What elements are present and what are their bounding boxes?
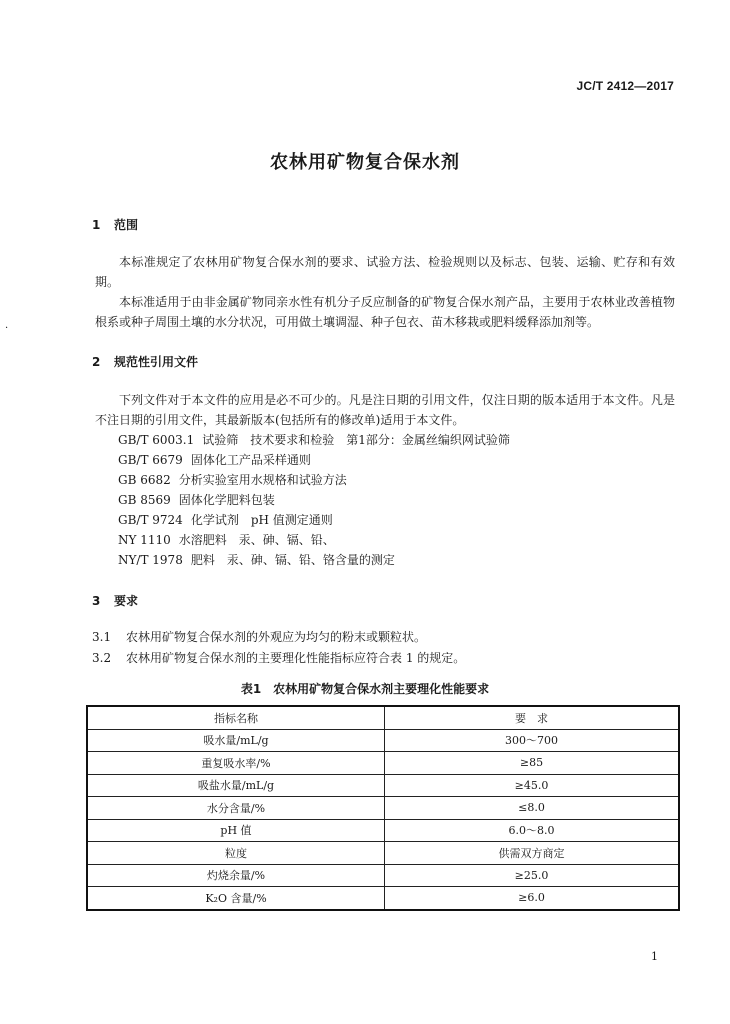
section-number: 3 <box>92 594 101 608</box>
section-heading-scope <box>92 216 138 233</box>
standard-code: JC/T 2412—2017 <box>576 79 674 93</box>
reference-title: 固体化学肥料包装 <box>178 493 275 507</box>
reference-title: 分析实验室用水规格和试验方法 <box>178 473 347 487</box>
reference-code: GB 8569 <box>118 493 171 507</box>
requirement-clauses <box>92 627 465 669</box>
table-row <box>87 842 679 865</box>
table-row <box>87 752 679 775</box>
table-cell: 供需双方商定 <box>385 842 680 865</box>
section-title: 规范性引用文件 <box>114 355 199 369</box>
section-number: 1 <box>92 218 101 232</box>
paragraph: 本标准适用于由非金属矿物同亲水性有机分子反应制备的矿物复合保水剂产品，主要用于农林业改善植物根系或种子周围土壤的水分状况，可用做土壤调湿、种子包衣、苗木移栽或肥料缓释添加剂等。 <box>95 295 675 329</box>
clause-number: 3.1 <box>92 630 112 644</box>
section-title: 范围 <box>114 218 139 232</box>
document-title: 农林用矿物复合保水剂 <box>270 152 460 173</box>
reference-code: NY 1110 <box>118 533 171 547</box>
reference-title: 试验筛 技术要求和检验 第1部分：金属丝编织网试验筛 <box>202 433 510 447</box>
table-cell: 吸水量/mL/g <box>87 729 385 752</box>
reference-item <box>118 550 510 570</box>
clause <box>92 648 465 669</box>
reference-item <box>118 530 510 550</box>
table-row <box>87 797 679 820</box>
table-cell: ≥85 <box>385 752 680 775</box>
reference-item <box>118 490 510 510</box>
table-caption: 表1 农林用矿物复合保水剂主要理化性能要求 <box>240 682 490 696</box>
scan-mark: · <box>5 323 9 334</box>
reference-title: 固体化工产品采样通则 <box>190 453 311 467</box>
reference-item <box>118 450 510 470</box>
section-heading-requirements <box>92 592 138 609</box>
scope-body <box>95 252 675 332</box>
reference-title: 水溶肥料 汞、砷、镉、铅、 <box>178 533 335 547</box>
table-cell: 水分含量/% <box>87 797 385 820</box>
table-cell: 6.0～8.0 <box>385 819 680 842</box>
reference-item <box>118 430 510 450</box>
table-cell: pH 值 <box>87 819 385 842</box>
reference-title: 化学试剂 pH 值测定通则 <box>190 513 333 527</box>
reference-item <box>118 510 510 530</box>
requirements-table <box>86 705 680 911</box>
table-cell: ≥25.0 <box>385 864 680 887</box>
clause <box>92 627 465 648</box>
reference-code: GB/T 6679 <box>118 453 183 467</box>
table-row <box>87 774 679 797</box>
table-cell: ≤8.0 <box>385 797 680 820</box>
table-header-cell: 要 求 <box>385 706 680 729</box>
table-row <box>87 819 679 842</box>
table-cell: 吸盐水量/mL/g <box>87 774 385 797</box>
paragraph: 本标准规定了农林用矿物复合保水剂的要求、试验方法、检验规则以及标志、包装、运输、贮存和有效期。 <box>95 255 675 289</box>
table-header-row <box>87 706 679 729</box>
clause-number: 3.2 <box>92 651 112 665</box>
table-cell: K₂O 含量/% <box>87 887 385 910</box>
table-cell: 重复吸水率/% <box>87 752 385 775</box>
clause-text: 农林用矿物复合保水剂的外观应为均匀的粉末或颗粒状。 <box>126 630 427 644</box>
table-cell: 粒度 <box>87 842 385 865</box>
reference-code: GB/T 9724 <box>118 513 183 527</box>
page-number: 1 <box>651 950 658 963</box>
paragraph: 下列文件对于本文件的应用是必不可少的。凡是注日期的引用文件，仅注日期的版本适用于本文件。凡是不注日期的引用文件，其最新版本(包括所有的修改单)适用于本文件。 <box>95 393 675 427</box>
table-row <box>87 864 679 887</box>
table-row <box>87 887 679 910</box>
reference-list <box>118 430 510 570</box>
section-title: 要求 <box>114 594 139 608</box>
table-header-cell: 指标名称 <box>87 706 385 729</box>
reference-code: NY/T 1978 <box>118 553 183 567</box>
reference-code: GB 6682 <box>118 473 171 487</box>
reference-title: 肥料 汞、砷、镉、铅、铬含量的测定 <box>190 553 395 567</box>
reference-item <box>118 470 510 490</box>
section-number: 2 <box>92 355 101 369</box>
reference-code: GB/T 6003.1 <box>118 433 195 447</box>
table-row <box>87 729 679 752</box>
references-intro <box>95 390 675 430</box>
table-cell: 灼烧余量/% <box>87 864 385 887</box>
table-cell: 300～700 <box>385 729 680 752</box>
table-cell: ≥45.0 <box>385 774 680 797</box>
table-cell: ≥6.0 <box>385 887 680 910</box>
clause-text: 农林用矿物复合保水剂的主要理化性能指标应符合表 1 的规定。 <box>126 651 466 665</box>
section-heading-references <box>92 353 198 370</box>
